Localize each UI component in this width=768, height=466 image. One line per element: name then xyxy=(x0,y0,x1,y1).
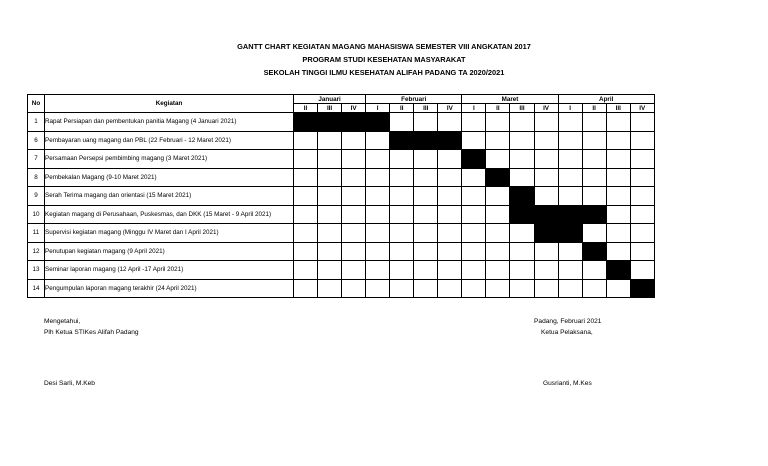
gantt-empty-cell xyxy=(390,242,414,261)
document-title xyxy=(0,40,768,79)
gantt-empty-cell xyxy=(462,168,486,187)
gantt-empty-cell xyxy=(558,150,582,169)
row-activity: Persamaan Persepsi pembimbing magang (3 Maret 2021) xyxy=(45,150,294,169)
row-activity: Kegiatan magang di Perusahaan, Puskesmas, dan DKK (15 Maret - 9 April 2021) xyxy=(45,205,294,224)
gantt-empty-cell xyxy=(462,279,486,298)
gantt-empty-cell xyxy=(486,187,510,206)
gantt-empty-cell xyxy=(462,224,486,243)
gantt-bar-cell xyxy=(606,261,630,280)
row-number: 9 xyxy=(28,187,45,206)
header-week: III xyxy=(414,104,438,113)
row-activity: Penutupan kegiatan magang (9 April 2021) xyxy=(45,242,294,261)
gantt-empty-cell xyxy=(438,187,462,206)
gantt-empty-cell xyxy=(438,113,462,132)
gantt-empty-cell xyxy=(342,261,366,280)
gantt-empty-cell xyxy=(342,205,366,224)
gantt-bar-cell xyxy=(534,205,558,224)
row-number: 7 xyxy=(28,150,45,169)
gantt-empty-cell xyxy=(606,205,630,224)
header-week: II xyxy=(294,104,318,113)
gantt-empty-cell xyxy=(630,131,654,150)
gantt-empty-cell xyxy=(534,242,558,261)
header-row-months xyxy=(28,95,655,104)
gantt-empty-cell xyxy=(294,261,318,280)
header-week: I xyxy=(366,104,390,113)
row-number: 1 xyxy=(28,113,45,132)
gantt-empty-cell xyxy=(390,150,414,169)
signature-left xyxy=(44,316,139,338)
gantt-empty-cell xyxy=(390,205,414,224)
gantt-empty-cell xyxy=(486,131,510,150)
gantt-empty-cell xyxy=(462,242,486,261)
gantt-empty-cell xyxy=(582,150,606,169)
gantt-bar-cell xyxy=(582,242,606,261)
gantt-empty-cell xyxy=(630,150,654,169)
gantt-empty-cell xyxy=(558,187,582,206)
gantt-empty-cell xyxy=(414,187,438,206)
gantt-empty-cell xyxy=(606,150,630,169)
gantt-empty-cell xyxy=(558,113,582,132)
gantt-empty-cell xyxy=(318,205,342,224)
gantt-empty-cell xyxy=(318,261,342,280)
gantt-bar-cell xyxy=(414,131,438,150)
header-week: II xyxy=(486,104,510,113)
gantt-bar-cell xyxy=(582,205,606,224)
gantt-empty-cell xyxy=(558,279,582,298)
header-month-januari: Januari xyxy=(294,95,366,104)
gantt-empty-cell xyxy=(390,261,414,280)
gantt-empty-cell xyxy=(438,205,462,224)
gantt-empty-cell xyxy=(606,113,630,132)
gantt-bar-cell xyxy=(630,279,654,298)
gantt-empty-cell xyxy=(318,131,342,150)
gantt-empty-cell xyxy=(318,279,342,298)
header-week: IV xyxy=(534,104,558,113)
gantt-empty-cell xyxy=(630,205,654,224)
row-number: 14 xyxy=(28,279,45,298)
header-week: IV xyxy=(342,104,366,113)
row-activity: Serah Terima magang dan orientasi (15 Maret 2021) xyxy=(45,187,294,206)
gantt-empty-cell xyxy=(510,224,534,243)
table-row xyxy=(28,113,655,132)
gantt-empty-cell xyxy=(294,131,318,150)
gantt-empty-cell xyxy=(606,131,630,150)
gantt-empty-cell xyxy=(294,224,318,243)
header-week: IV xyxy=(438,104,462,113)
gantt-bar-cell xyxy=(558,205,582,224)
gantt-empty-cell xyxy=(294,168,318,187)
gantt-empty-cell xyxy=(342,187,366,206)
gantt-empty-cell xyxy=(342,224,366,243)
gantt-empty-cell xyxy=(534,261,558,280)
row-number: 13 xyxy=(28,261,45,280)
gantt-empty-cell xyxy=(414,113,438,132)
table-row xyxy=(28,242,655,261)
gantt-table xyxy=(27,94,655,298)
gantt-empty-cell xyxy=(414,279,438,298)
header-activity: Kegiatan xyxy=(45,95,294,113)
table-row xyxy=(28,261,655,280)
signature-left-line2: Plh Ketua STIKes Alifah Padang xyxy=(44,329,139,336)
table-row xyxy=(28,205,655,224)
gantt-bar-cell xyxy=(486,168,510,187)
title-line-2: PROGRAM STUDI KESEHATAN MASYARAKAT xyxy=(302,55,466,64)
gantt-bar-cell xyxy=(558,224,582,243)
table-row xyxy=(28,150,655,169)
gantt-empty-cell xyxy=(630,168,654,187)
signature-right-line2: Ketua Pelaksana, xyxy=(541,329,593,336)
gantt-empty-cell xyxy=(414,205,438,224)
gantt-empty-cell xyxy=(582,224,606,243)
gantt-empty-cell xyxy=(462,205,486,224)
gantt-empty-cell xyxy=(342,168,366,187)
gantt-empty-cell xyxy=(510,279,534,298)
gantt-empty-cell xyxy=(534,131,558,150)
table-row xyxy=(28,131,655,150)
table-row xyxy=(28,187,655,206)
gantt-empty-cell xyxy=(630,187,654,206)
gantt-empty-cell xyxy=(390,113,414,132)
gantt-empty-cell xyxy=(606,187,630,206)
gantt-empty-cell xyxy=(390,224,414,243)
gantt-empty-cell xyxy=(606,168,630,187)
header-week: III xyxy=(510,104,534,113)
gantt-empty-cell xyxy=(366,261,390,280)
header-week: I xyxy=(558,104,582,113)
gantt-bar-cell xyxy=(438,131,462,150)
gantt-empty-cell xyxy=(366,131,390,150)
gantt-bar-cell xyxy=(510,205,534,224)
header-week: III xyxy=(318,104,342,113)
gantt-empty-cell xyxy=(438,279,462,298)
header-week: I xyxy=(462,104,486,113)
gantt-empty-cell xyxy=(318,242,342,261)
header-week: II xyxy=(390,104,414,113)
gantt-empty-cell xyxy=(582,279,606,298)
gantt-bar-cell xyxy=(318,113,342,132)
row-number: 11 xyxy=(28,224,45,243)
table-row xyxy=(28,168,655,187)
gantt-empty-cell xyxy=(294,242,318,261)
gantt-empty-cell xyxy=(414,150,438,169)
row-activity: Pengumpulan laporan magang terakhir (24 April 2021) xyxy=(45,279,294,298)
gantt-empty-cell xyxy=(606,279,630,298)
gantt-empty-cell xyxy=(294,205,318,224)
gantt-empty-cell xyxy=(486,113,510,132)
gantt-empty-cell xyxy=(462,131,486,150)
gantt-empty-cell xyxy=(342,279,366,298)
header-no: No xyxy=(28,95,45,113)
gantt-empty-cell xyxy=(486,205,510,224)
gantt-empty-cell xyxy=(342,150,366,169)
gantt-empty-cell xyxy=(414,168,438,187)
gantt-empty-cell xyxy=(486,150,510,169)
gantt-empty-cell xyxy=(318,168,342,187)
gantt-empty-cell xyxy=(534,150,558,169)
gantt-bar-cell xyxy=(462,150,486,169)
title-line-3: SEKOLAH TINGGI ILMU KESEHATAN ALIFAH PADANG TA 2020/2021 xyxy=(263,68,505,77)
gantt-empty-cell xyxy=(438,242,462,261)
gantt-empty-cell xyxy=(534,279,558,298)
gantt-empty-cell xyxy=(630,113,654,132)
row-number: 12 xyxy=(28,242,45,261)
signature-left-line1: Mengetahui, xyxy=(44,318,81,325)
gantt-empty-cell xyxy=(486,261,510,280)
gantt-empty-cell xyxy=(318,187,342,206)
gantt-empty-cell xyxy=(486,242,510,261)
gantt-empty-cell xyxy=(366,150,390,169)
gantt-bar-cell xyxy=(294,113,318,132)
gantt-empty-cell xyxy=(438,261,462,280)
row-activity: Pembayaran uang magang dan PBL (22 Februari - 12 Maret 2021) xyxy=(45,131,294,150)
gantt-empty-cell xyxy=(318,224,342,243)
gantt-empty-cell xyxy=(366,224,390,243)
gantt-body xyxy=(28,113,655,298)
signature-right-line1: Padang, Februari 2021 xyxy=(534,318,602,325)
gantt-empty-cell xyxy=(606,242,630,261)
gantt-empty-cell xyxy=(414,242,438,261)
gantt-empty-cell xyxy=(390,279,414,298)
header-month-maret: Maret xyxy=(462,95,558,104)
gantt-empty-cell xyxy=(558,261,582,280)
header-week: III xyxy=(606,104,630,113)
title-line-1: GANTT CHART KEGIATAN MAGANG MAHASISWA SEMESTER VIII ANGKATAN 2017 xyxy=(237,42,531,51)
row-number: 10 xyxy=(28,205,45,224)
gantt-empty-cell xyxy=(318,150,342,169)
gantt-empty-cell xyxy=(342,242,366,261)
gantt-empty-cell xyxy=(366,279,390,298)
gantt-empty-cell xyxy=(462,261,486,280)
gantt-empty-cell xyxy=(342,131,366,150)
gantt-empty-cell xyxy=(510,242,534,261)
gantt-empty-cell xyxy=(558,168,582,187)
gantt-empty-cell xyxy=(534,187,558,206)
gantt-empty-cell xyxy=(510,261,534,280)
gantt-empty-cell xyxy=(366,187,390,206)
row-number: 8 xyxy=(28,168,45,187)
gantt-empty-cell xyxy=(558,242,582,261)
gantt-bar-cell xyxy=(390,131,414,150)
signature-right xyxy=(534,316,601,338)
gantt-empty-cell xyxy=(630,261,654,280)
gantt-empty-cell xyxy=(534,168,558,187)
gantt-empty-cell xyxy=(366,168,390,187)
header-week: IV xyxy=(630,104,654,113)
row-number: 6 xyxy=(28,131,45,150)
gantt-empty-cell xyxy=(414,224,438,243)
table-row xyxy=(28,279,655,298)
gantt-empty-cell xyxy=(438,150,462,169)
gantt-empty-cell xyxy=(414,261,438,280)
gantt-empty-cell xyxy=(294,279,318,298)
gantt-empty-cell xyxy=(438,224,462,243)
gantt-empty-cell xyxy=(630,224,654,243)
header-month-februari: Februari xyxy=(366,95,462,104)
gantt-empty-cell xyxy=(462,113,486,132)
signature-left-name: Desi Sarli, M.Keb xyxy=(44,380,95,387)
gantt-empty-cell xyxy=(582,187,606,206)
gantt-empty-cell xyxy=(462,187,486,206)
gantt-bar-cell xyxy=(510,187,534,206)
gantt-empty-cell xyxy=(582,131,606,150)
gantt-empty-cell xyxy=(582,261,606,280)
gantt-bar-cell xyxy=(366,113,390,132)
gantt-empty-cell xyxy=(486,224,510,243)
gantt-empty-cell xyxy=(510,113,534,132)
gantt-bar-cell xyxy=(342,113,366,132)
gantt-empty-cell xyxy=(582,168,606,187)
gantt-empty-cell xyxy=(486,279,510,298)
signature-right-name: Gusrianti, M.Kes xyxy=(543,380,592,387)
row-activity: Supervisi kegiatan magang (Minggu IV Maret dan I April 2021) xyxy=(45,224,294,243)
gantt-empty-cell xyxy=(606,224,630,243)
gantt-empty-cell xyxy=(510,131,534,150)
gantt-empty-cell xyxy=(558,131,582,150)
gantt-empty-cell xyxy=(390,187,414,206)
header-month-april: April xyxy=(558,95,654,104)
gantt-empty-cell xyxy=(510,168,534,187)
row-activity: Rapat Persiapan dan pembentukan panitia Magang (4 Januari 2021) xyxy=(45,113,294,132)
gantt-empty-cell xyxy=(510,150,534,169)
gantt-empty-cell xyxy=(366,205,390,224)
table-row xyxy=(28,224,655,243)
gantt-empty-cell xyxy=(438,168,462,187)
gantt-empty-cell xyxy=(582,113,606,132)
row-activity: Seminar laporan magang (12 April -17 April 2021) xyxy=(45,261,294,280)
header-week: II xyxy=(582,104,606,113)
gantt-empty-cell xyxy=(390,168,414,187)
gantt-empty-cell xyxy=(294,150,318,169)
gantt-empty-cell xyxy=(630,242,654,261)
gantt-bar-cell xyxy=(534,224,558,243)
row-activity: Pembekalan Magang (9-10 Maret 2021) xyxy=(45,168,294,187)
gantt-empty-cell xyxy=(294,187,318,206)
gantt-empty-cell xyxy=(366,242,390,261)
gantt-empty-cell xyxy=(534,113,558,132)
